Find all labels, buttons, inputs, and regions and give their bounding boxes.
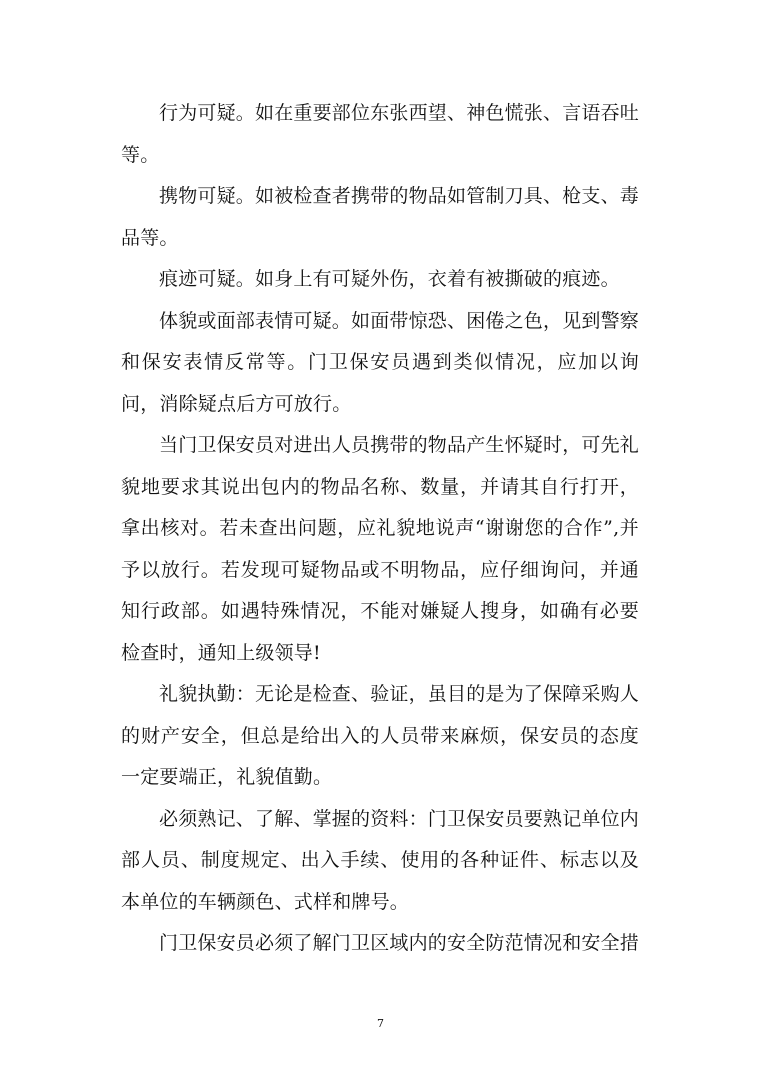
- paragraph-item-inspection: 当门卫保安员对进出人员携带的物品产生怀疑时，可先礼貌地要求其说出包内的物品名称、数量，并请其自行打开，拿出核对。若未查出问题，应礼貌地说声“谢谢您的合作”,并予以放行。若发现可疑物品或不明物品，应仔细询问，并通知行政部。如遇特殊情况，不能对嫌疑人搜身，如确有必要检查时，通知上级领导!: [121, 434, 640, 664]
- paragraph-suspicious-traces: 痕迹可疑。如身上有可疑外伤，衣着有被撕破的痕迹。: [159, 268, 620, 290]
- paragraph-polite-duty: 礼貌执勤：无论是检查、验证，虽目的是为了保障采购人的财产安全，但总是给出入的人员带来麻烦，保安员的态度一定要端正，礼貌值勤。: [121, 683, 640, 788]
- document-body: [121, 93, 639, 965]
- paragraph-suspicious-items: 携物可疑。如被检查者携带的物品如管制刀具、枪支、毒品等。: [121, 185, 640, 249]
- paragraph-required-knowledge: 必须熟记、了解、掌握的资料：门卫保安员要熟记单位内部人员、制度规定、出入手续、使用的各种证件、标志以及本单位的车辆颜色、式样和牌号。: [121, 807, 640, 913]
- paragraph-security-measures: 门卫保安员必须了解门卫区域内的安全防范情况和安全措: [159, 932, 640, 954]
- paragraph-suspicious-appearance: 体貌或面部表情可疑。如面带惊恐、困倦之色，见到警察和保安表情反常等。门卫保安员遇到类似情况，应加以询问，消除疑点后方可放行。: [121, 309, 640, 415]
- page-number: 7: [377, 1017, 384, 1030]
- paragraph-suspicious-behavior: 行为可疑。如在重要部位东张西望、神色慌张、言语吞吐等。: [121, 102, 640, 166]
